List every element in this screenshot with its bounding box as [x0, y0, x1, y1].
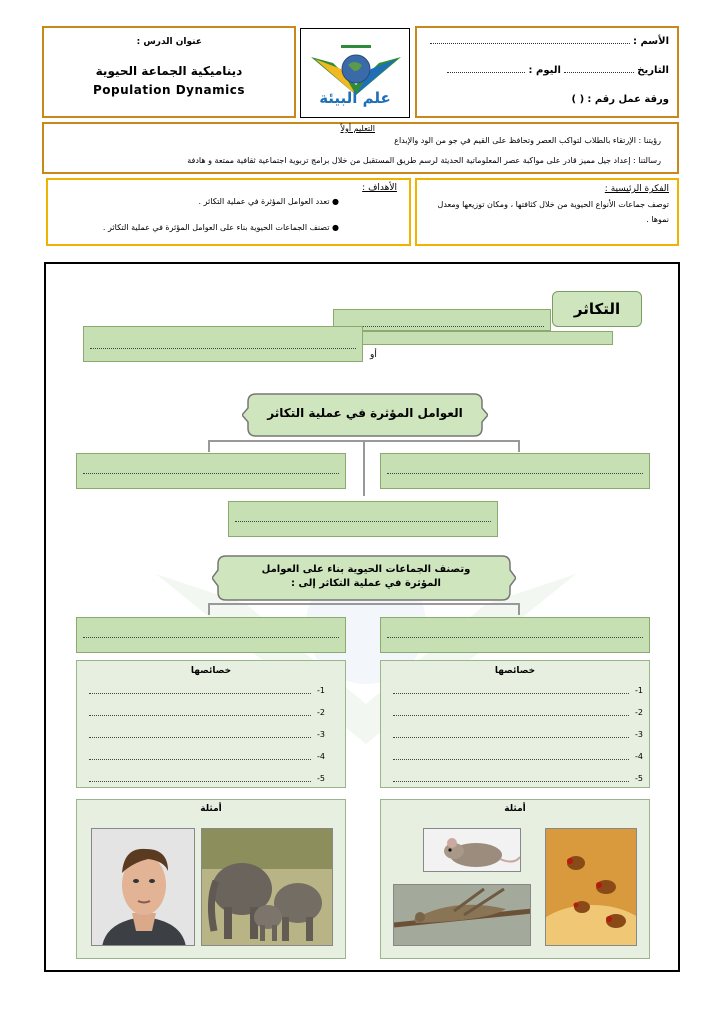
connector-line	[518, 603, 520, 615]
examples-label: أمثلة	[504, 804, 526, 814]
factor-answer-middle[interactable]	[228, 501, 498, 537]
reproduction-title-box	[552, 291, 642, 327]
day-label: اليوم :	[528, 65, 561, 76]
connector-line	[363, 440, 365, 496]
list-item[interactable]: -5	[393, 769, 643, 791]
date-row	[421, 65, 669, 76]
or-text: أو	[370, 350, 377, 360]
objectives-title: الأهداف :	[362, 183, 397, 193]
lesson-title-english: Population Dynamics	[93, 83, 245, 97]
characteristics-panel-right	[380, 660, 650, 788]
characteristics-list-right	[393, 681, 643, 791]
main-idea-text: توصف جماعات الأنواع الحيوية من خلال كثافتها ، ومكان توزيعها ومعدل نموها .	[437, 200, 669, 224]
main-idea-box	[415, 178, 679, 246]
examples-panel-left	[76, 799, 346, 959]
lesson-title-arabic: ديناميكية الجماعة الحيوية	[95, 64, 243, 78]
list-item[interactable]: -1	[89, 681, 325, 703]
factor-answer-right[interactable]	[380, 453, 650, 489]
name-field[interactable]	[430, 43, 630, 44]
connector-line	[208, 440, 210, 452]
fruit-flies-photo	[545, 828, 637, 946]
reproduction-answer-1[interactable]	[333, 309, 551, 331]
date-label: التاريخ	[637, 65, 669, 76]
connector-line	[208, 603, 520, 605]
characteristics-label: خصائصها	[190, 666, 232, 676]
vision-text: رؤيتنا : الإرتقاء بالطلاب لتواكب العصر وتحافظ على القيم في جو من الود والإبداع	[394, 136, 661, 145]
population-type-right[interactable]	[380, 617, 650, 653]
mission-text: رسالتنا : إعداد جيل مميز قادر على مواكبة عصر المعلوماتية الحديثة لرسم طريق المستقبل من خلال برامج تربوية اجتماعية ثقافية ممتعة و هادفة	[187, 156, 661, 165]
objective-item: ● تصنف الجماعات الحيوية بناء على العوامل المؤثرة في عملية التكاثر .	[102, 223, 339, 232]
student-info-box	[415, 26, 679, 118]
list-item[interactable]: -3	[89, 725, 325, 747]
characteristics-panel-left	[76, 660, 346, 788]
objective-item-1: تعدد العوامل المؤثرة في عملية التكاثر .	[198, 197, 330, 206]
lesson-title-box	[42, 26, 296, 118]
logo-text: علم البيئة	[319, 89, 391, 107]
population-type-left[interactable]	[76, 617, 346, 653]
man-photo	[91, 828, 195, 946]
worksheet-frame	[44, 262, 680, 972]
main-idea-title: الفكرة الرئيسية :	[604, 184, 669, 194]
list-item[interactable]: -1	[393, 681, 643, 703]
classify-title: وتصنف الجماعات الحيوية بناء على العوامل المؤثرة في عملية التكاثر إلى :	[261, 564, 471, 589]
connector-line	[208, 603, 210, 615]
elephants-photo	[201, 828, 333, 946]
logo	[300, 28, 410, 118]
vision-heading: التعليم أولاً	[340, 124, 375, 133]
objective-item-2: تصنف الجماعات الحيوية بناء على العوامل المؤثرة في عملية التكاثر .	[102, 223, 330, 232]
factors-title: العوامل المؤثرة في عملية التكاثر	[267, 406, 463, 420]
list-item[interactable]: -2	[89, 703, 325, 725]
objective-item: ● تعدد العوامل المؤثرة في عملية التكاثر .	[198, 197, 339, 206]
worksheet-number[interactable]: ( )	[571, 94, 585, 105]
list-item[interactable]: -4	[393, 747, 643, 769]
worksheet-label: ورقة عمل رقم :	[587, 94, 669, 105]
list-item[interactable]: -4	[89, 747, 325, 769]
vision-mission-box	[42, 122, 679, 174]
examples-panel-right	[380, 799, 650, 959]
reproduction-answer-3[interactable]	[83, 326, 363, 362]
connector-line	[518, 440, 520, 452]
date-field[interactable]	[564, 72, 634, 73]
grasshopper-photo	[393, 884, 531, 946]
objectives-box	[46, 178, 411, 246]
list-item[interactable]: -3	[393, 725, 643, 747]
name-label: الأسم :	[632, 36, 669, 47]
reproduction-answer-2[interactable]	[333, 331, 613, 345]
name-row	[421, 36, 669, 47]
characteristics-label: خصائصها	[494, 666, 536, 676]
factor-answer-left[interactable]	[76, 453, 346, 489]
worksheet-row	[421, 94, 669, 105]
examples-label: أمثلة	[200, 804, 222, 814]
list-item[interactable]: -2	[393, 703, 643, 725]
day-field[interactable]	[447, 72, 525, 73]
list-item[interactable]: -5	[89, 769, 325, 791]
reproduction-title: التكاثر	[573, 300, 621, 318]
characteristics-list-left	[89, 681, 325, 791]
mouse-photo	[423, 828, 521, 872]
lesson-title-label: عنوان الدرس :	[136, 37, 202, 47]
